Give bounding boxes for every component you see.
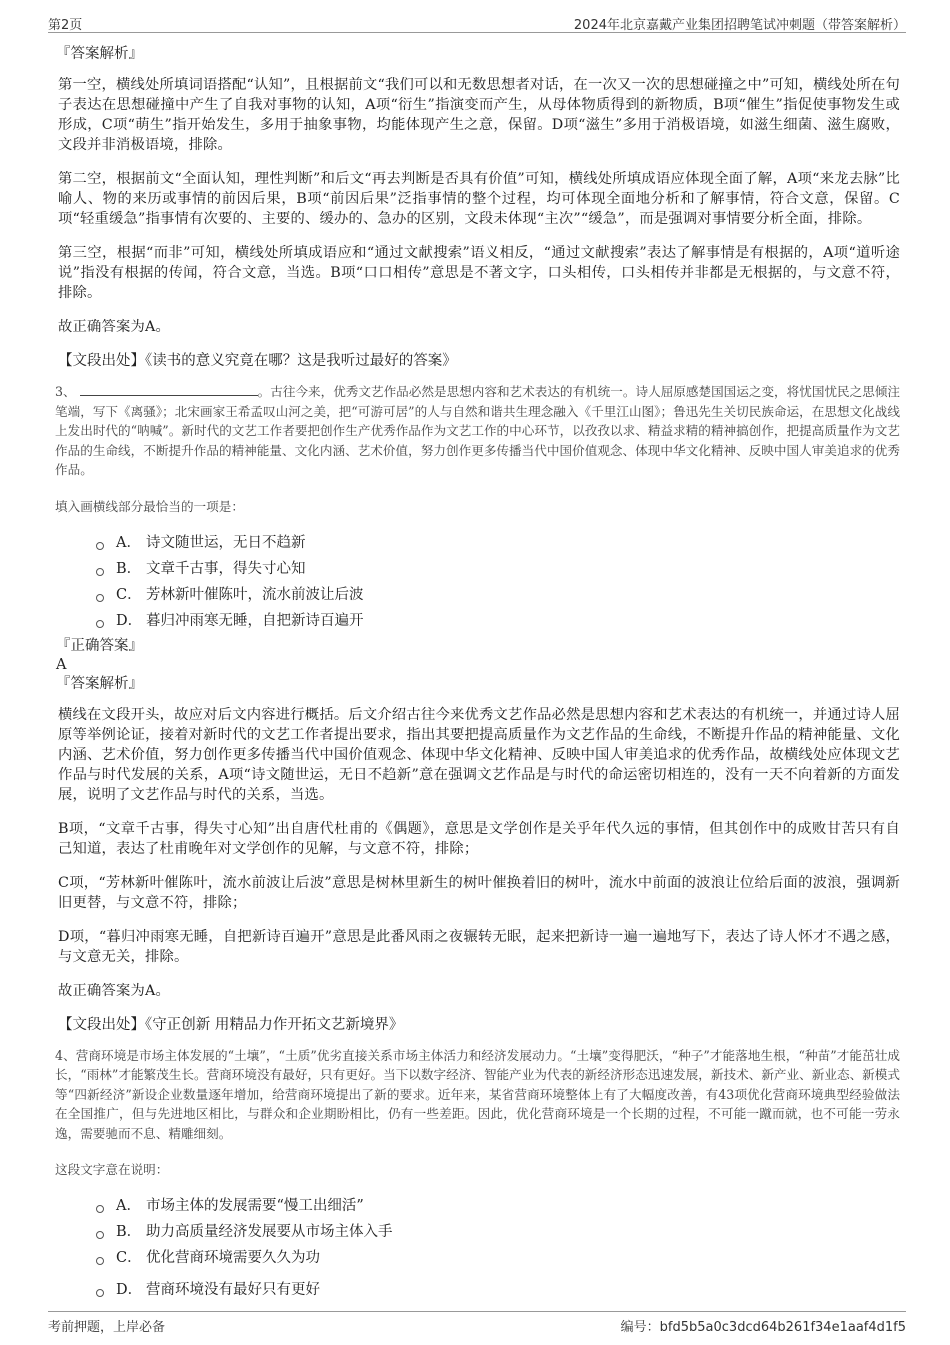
q3-correct-answer: A [56, 656, 67, 673]
q2-analysis-paragraph: 第一空，横线处所填词语搭配“认知”，且根据前文“我们可以和无数思想者对话，在一次又一次的思想碰撞之中”可知，横线处所在句子表达在思想碰撞中产生了自我对事物的认知，A项“衍生”指演变而产生，从母体物质得到的新物质，B项“催生”指促使事物发生或形成，C项“萌生”指开始发生，多用于抽象事物，均能体现产生之意，保留。D项“滋生”多用于消极语境，如滋生细菌、滋生腐败，文段并非消极语境，排除。 [58, 77, 900, 153]
page-header [48, 10, 906, 33]
document-body [55, 44, 901, 1303]
option-d[interactable]: D． 暮归冲雨寒无睡，自把新诗百遍开 [96, 608, 900, 634]
q2-analysis-paragraph: 第三空，根据“而非”可知，横线处所填成语应和“通过文献搜索”语义相反，“通过文献搜索”表达了解事情是有根据的，A项“道听途说”指没有根据的传闻，符合文意，当选。B项“口口相传”意思是不著文字，口头相传，口头相传并非都是无根据的，与文意不符，排除。 [58, 245, 900, 301]
q3-prompt: 填入画横线部分最恰当的一项是： [55, 498, 244, 514]
page-footer [48, 1311, 906, 1335]
q3-options [96, 530, 900, 634]
option-b[interactable]: B． 文章千古事，得失寸心知 [96, 556, 900, 582]
option-c[interactable]: C． 芳林新叶催陈叶，流水前波让后波 [96, 582, 900, 608]
q3-question-text [55, 382, 900, 480]
document-title: 2024年北京嘉戴产业集团招聘笔试冲刺题（带答案解析） [573, 18, 906, 33]
q3-conclusion: 故正确答案为A。 [58, 982, 171, 999]
option-a[interactable]: A． 诗文随世运，无日不趋新 [96, 530, 900, 556]
footer-slogan: 考前押题，上岸必备 [48, 1320, 166, 1335]
q3-analysis-paragraph: D项，“暮归冲雨寒无睡，自把新诗百遍开”意思是此番风雨之夜辗转无眠，起来把新诗一遍一遍地写下，表达了诗人怀才不遇之感，与文意无关，排除。 [58, 928, 900, 965]
radio-icon[interactable] [96, 568, 104, 576]
q4-prompt: 这段文字意在说明： [55, 1162, 169, 1177]
q3-source: 【文段出处】《守正创新 用精品力作开拓文艺新境界》 [58, 1016, 404, 1033]
q2-analysis-paragraph: 第二空，根据前文“全面认知，理性判断”和后文“再去判断是否具有价值”可知，横线处所填成语应体现全面了解，A项“来龙去脉”比喻人、物的来历或事情的前因后果，B项“前因后果”泛指事情的整个过程，均可体现全面地分析和了解事情，符合文意，保留。C项“轻重缓急”指事情有次要的、主要的、缓办的、急办的区别，文段未体现“主次”“缓急”，而是强调对事情要分析全面，排除。 [58, 171, 900, 227]
q2-source: 【文段出处】《读书的意义究竟在哪？这是我听过最好的答案》 [58, 353, 457, 369]
q3-analysis-paragraph: 横线在文段开头，故应对后文内容进行概括。后文介绍古往今来优秀文艺作品必然是思想内容和艺术表达的有机统一，并通过诗人屈原等举例论证，接着对新时代的文艺工作者提出要求，指出其要把提高质量作为文艺作品的生命线，不断提升作品的精神能量、文化内涵、艺术价值，努力创作更多传播当代中国价值观念、体现中华文化精神、反映中国人审美追求的优秀作品，故横线处应体现文艺作品与时代发展的关系，A项“诗文随世运，无日不趋新”意在强调文艺作品是与时代的命运密切相连的，没有一天不向着新的方面发展，说明了文艺作品与时代的关系，当选。 [58, 706, 900, 803]
q3-analysis-paragraph: C项，“芳林新叶催陈叶，流水前波让后波”意思是树林里新生的树叶催换着旧的树叶，流水中前面的波浪让位给后面的波浪，强调新旧更替，与文意不符，排除； [58, 874, 900, 911]
radio-icon[interactable] [96, 1205, 104, 1213]
q2-conclusion: 故正确答案为A。 [58, 319, 171, 335]
q3-number: 3、 [55, 384, 76, 399]
radio-icon[interactable] [96, 1289, 104, 1297]
document-code: 编号：bfd5b5a0c3dcd64b261f34e1aaf4d1f5 [620, 1320, 906, 1335]
radio-icon[interactable] [96, 1231, 104, 1239]
radio-icon[interactable] [96, 594, 104, 602]
radio-icon[interactable] [96, 542, 104, 550]
fill-in-blank [80, 382, 258, 396]
radio-icon[interactable] [96, 1257, 104, 1265]
option-b[interactable]: B． 助力高质量经济发展要从市场主体入手 [96, 1219, 900, 1245]
q3-analysis-paragraph: B项，“文章千古事，得失寸心知”出自唐代杜甫的《偶题》，意思是文学创作是关乎年代久远的事情，但其创作中的成败甘苦只有自己知道，表达了杜甫晚年对文学创作的见解，与文意不符，排除； [58, 820, 900, 857]
q4-options [96, 1193, 900, 1303]
option-a[interactable]: A． 市场主体的发展需要“慢工出细活” [96, 1193, 900, 1219]
q3-answer-label: 『正确答案』 [56, 637, 143, 654]
q3-passage: 。古往今来，优秀文艺作品必然是思想内容和艺术表达的有机统一。诗人屈原感楚国国运之变，将忧国忧民之思倾注笔端，写下《离骚》；北宋画家王希孟叹山河之美，把“可游可居”的人与自然和谐共生理念融入《千里江山图》；鲁迅先生关切民族命运，在思想文化战线上发出时代的“呐喊”。新时代的文艺工作者要把创作生产优秀作品作为文艺工作的中心环节，以孜孜以求、精益求精的精神搞创作，把提高质量作为文艺作品的生命线，不断提升作品的精神能量、文化内涵、艺术价值，努力创作更多传播当代中国价值观念、体现中华文化精神、反映中国人审美追求的优秀作品。 [55, 384, 901, 477]
radio-icon[interactable] [96, 620, 104, 628]
option-d[interactable]: D． 营商环境没有最好只有更好 [96, 1277, 900, 1303]
option-c[interactable]: C． 优化营商环境需要久久为功 [96, 1245, 900, 1271]
q2-analysis-label: 『答案解析』 [56, 46, 143, 62]
q4-question-text: 4、营商环境是市场主体发展的“土壤”，“土质”优劣直接关系市场主体活力和经济发展动力。“土壤”变得肥沃，“种子”才能落地生根，“种苗”才能茁壮成长，“雨林”才能繁茂生长。营商环境没有最好，只有更好。当下以数字经济、智能产业为代表的新经济形态迅速发展，新技术、新产业、新业态、新模式等“四新经济”新设企业数量逐年增加，给营商环境提出了新的要求。近年来，某省营商环境整体上有了大幅度改善，有43项优化营商环境典型经验做法在全国推广，但与先进地区相比，与群众和企业期盼相比，仍有一些差距。因此，优化营商环境是一个长期的过程，不可能一蹴而就，也不可能一劳永逸，需要驰而不息、精雕细刻。 [55, 1047, 900, 1141]
page-number: 第2页 [48, 18, 83, 33]
q3-analysis-label: 『答案解析』 [56, 675, 143, 692]
